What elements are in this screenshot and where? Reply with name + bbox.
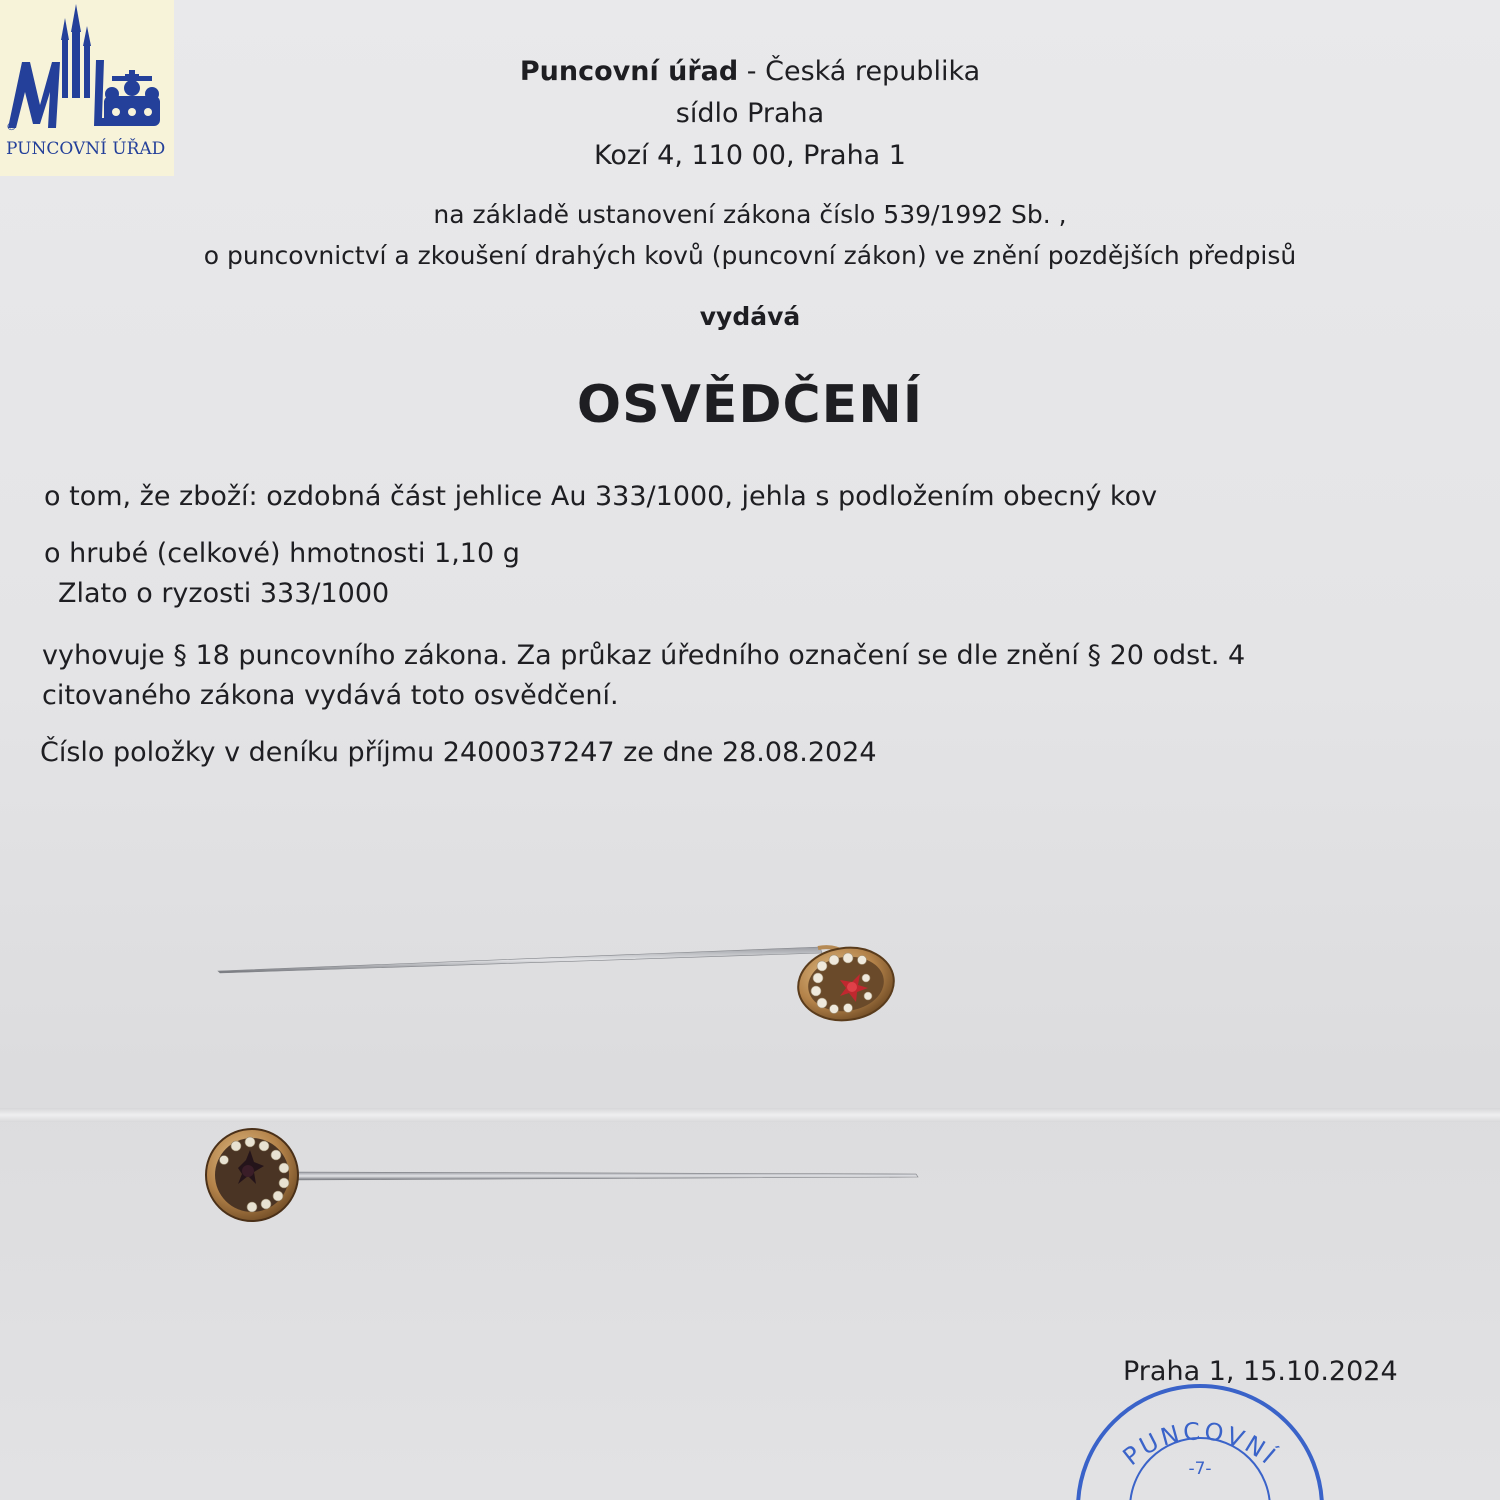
certificate-title: OSVĚDČENÍ (576, 375, 924, 435)
goods-description: o tom, že zboží: ozdobná část jehlice Au 333/1000, jehla s podložením obecný kov (44, 481, 1158, 512)
record-number: Číslo položky v deníku příjmu 2400037247 ze dne 28.08.2024 (40, 737, 877, 768)
office-country: - Česká republika (738, 56, 981, 87)
registered-mark: ® (6, 120, 17, 133)
stick-pin-top (218, 942, 899, 1027)
law-reference-line-2: o puncovnictví a zkoušení drahých kovů (puncovní zákon) ve znění pozdějších předpisů (203, 241, 1297, 270)
official-stamp (1070, 1378, 1330, 1500)
office-address: Kozí 4, 110 00, Praha 1 (594, 140, 906, 171)
gold-purity: Zlato o ryzosti 333/1000 (58, 578, 390, 609)
stamp-text: PUNCOVNÍ (1117, 1417, 1283, 1472)
compliance-line-2: citovaného zákona vydává toto osvědčení. (42, 680, 619, 711)
logo-name: PUNCOVNÍ ÚŘAD (6, 139, 166, 159)
place-and-date: Praha 1, 15.10.2024 (1123, 1356, 1398, 1387)
stick-pin-bottom (206, 1129, 918, 1221)
issues-label: vydává (699, 302, 801, 331)
office-name: Puncovní úřad (519, 56, 739, 87)
office-seat: sídlo Praha (675, 98, 825, 129)
compliance-line-1: vyhovuje § 18 puncovního zákona. Za průkaz úředního označení se dle znění § 20 odst. 4 (42, 640, 1246, 671)
stamp-number: -7- (1188, 1459, 1212, 1479)
gross-weight: o hrubé (celkové) hmotnosti 1,10 g (44, 538, 520, 569)
law-reference-line-1: na základě ustanovení zákona číslo 539/1992 Sb. , (433, 200, 1067, 229)
